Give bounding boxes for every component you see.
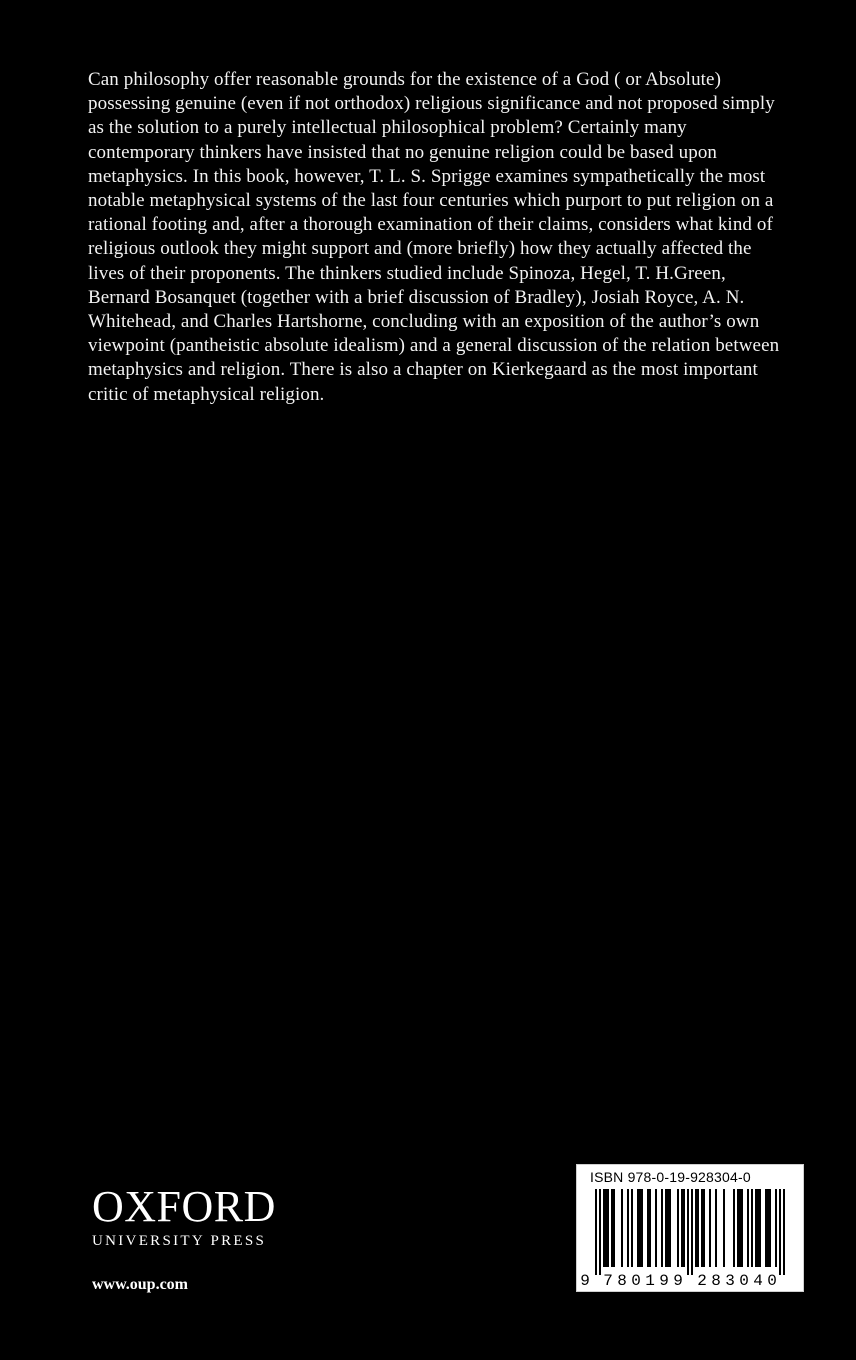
barcode-bar [775, 1189, 777, 1267]
publisher-name: OXFORD [92, 1182, 276, 1231]
barcode-bar [627, 1189, 629, 1267]
barcode-bar [695, 1189, 697, 1267]
barcode-bar [779, 1189, 781, 1275]
barcode-bar [703, 1189, 705, 1267]
barcode-bar [607, 1189, 609, 1267]
isbn-barcode [576, 1164, 804, 1292]
barcode-bar [767, 1189, 769, 1267]
barcode-bar [665, 1189, 667, 1267]
barcode-bar [639, 1189, 641, 1267]
barcode-digit: 0 [767, 1272, 777, 1290]
barcode-bar [765, 1189, 767, 1267]
barcode-digit: 8 [617, 1272, 627, 1290]
barcode-digit: 7 [603, 1272, 613, 1290]
barcode-bar [691, 1189, 693, 1275]
barcode-bar [613, 1189, 615, 1267]
barcode-bar [701, 1189, 703, 1267]
barcode-digit: 0 [631, 1272, 641, 1290]
barcode-bars [577, 1165, 803, 1291]
barcode-digit: 9 [580, 1272, 590, 1290]
barcode-bar [603, 1189, 605, 1267]
barcode-digit: 3 [725, 1272, 735, 1290]
barcode-bar [655, 1189, 657, 1267]
barcode-bar [611, 1189, 613, 1267]
publisher-subtitle: UNIVERSITY PRESS [92, 1233, 267, 1249]
isbn-label: ISBN 978-0-19-928304-0 [590, 1169, 751, 1185]
barcode-bar [667, 1189, 669, 1267]
barcode-digit: 4 [753, 1272, 763, 1290]
barcode-digit: 1 [645, 1272, 655, 1290]
back-cover-blurb: Can philosophy offer reasonable grounds for the existence of a God ( or Absolute) possessing genuine (even if not orthodox) religious significance and not proposed simply as the solution to a purely intellectual philosophical problem? Certainly many contemporary thinkers have insisted that no genuine religion could be based upon metaphysics. In this book, however, T. L. S. Sprigge examines sympathetically the most notable metaphysical systems of the last four centuries which purport to put religion on a rational footing and, after a thorough examination of their claims, considers what kind of religious outlook they might support and (more briefly) how they actually affected the lives of their proponents. The thinkers studied include Spinoza, Hegel, T. H.Green, Bernard Bosanquet (together with a brief discussion of Bradley), Josiah Royce, A. N. Whitehead, and Charles Hartshorne, concluding with an exposition of the author’s own viewpoint (pantheistic absolute idealism) and a general discussion of the relation between metaphysics and religion. There is also a chapter on Kierkegaard as the most important critic of metaphysical religion. [88, 69, 780, 405]
barcode-digit: 9 [659, 1272, 669, 1290]
barcode-bar [647, 1189, 649, 1267]
barcode-bar [637, 1189, 639, 1267]
barcode-bar [595, 1189, 597, 1275]
barcode-bar [661, 1189, 663, 1267]
barcode-bar [669, 1189, 671, 1267]
publisher-logo [92, 1184, 302, 1250]
barcode-bar [599, 1189, 601, 1275]
barcode-bar [783, 1189, 785, 1275]
barcode-bar [641, 1189, 643, 1267]
barcode-bar [759, 1189, 761, 1267]
barcode-bar [733, 1189, 735, 1267]
barcode-bar [757, 1189, 759, 1267]
barcode-bar [723, 1189, 725, 1267]
barcode-digit: 8 [711, 1272, 721, 1290]
barcode-digit: 9 [673, 1272, 683, 1290]
barcode-bar [681, 1189, 683, 1267]
barcode-bar [755, 1189, 757, 1267]
barcode-digit: 0 [739, 1272, 749, 1290]
barcode-bar [677, 1189, 679, 1267]
barcode-bar [621, 1189, 623, 1267]
barcode-bar [747, 1189, 749, 1267]
barcode-bar [631, 1189, 633, 1267]
barcode-bar [769, 1189, 771, 1267]
barcode-bar [715, 1189, 717, 1267]
barcode-bar [605, 1189, 607, 1267]
barcode-bar [739, 1189, 741, 1267]
barcode-bar [649, 1189, 651, 1267]
barcode-bar [751, 1189, 753, 1267]
barcode-bar [709, 1189, 711, 1267]
barcode-bar [687, 1189, 689, 1275]
barcode-digit: 2 [697, 1272, 707, 1290]
publisher-website: www.oup.com [92, 1276, 189, 1293]
barcode-bar [683, 1189, 685, 1267]
barcode-bar [741, 1189, 743, 1267]
barcode-bar [737, 1189, 739, 1267]
barcode-bar [697, 1189, 699, 1267]
